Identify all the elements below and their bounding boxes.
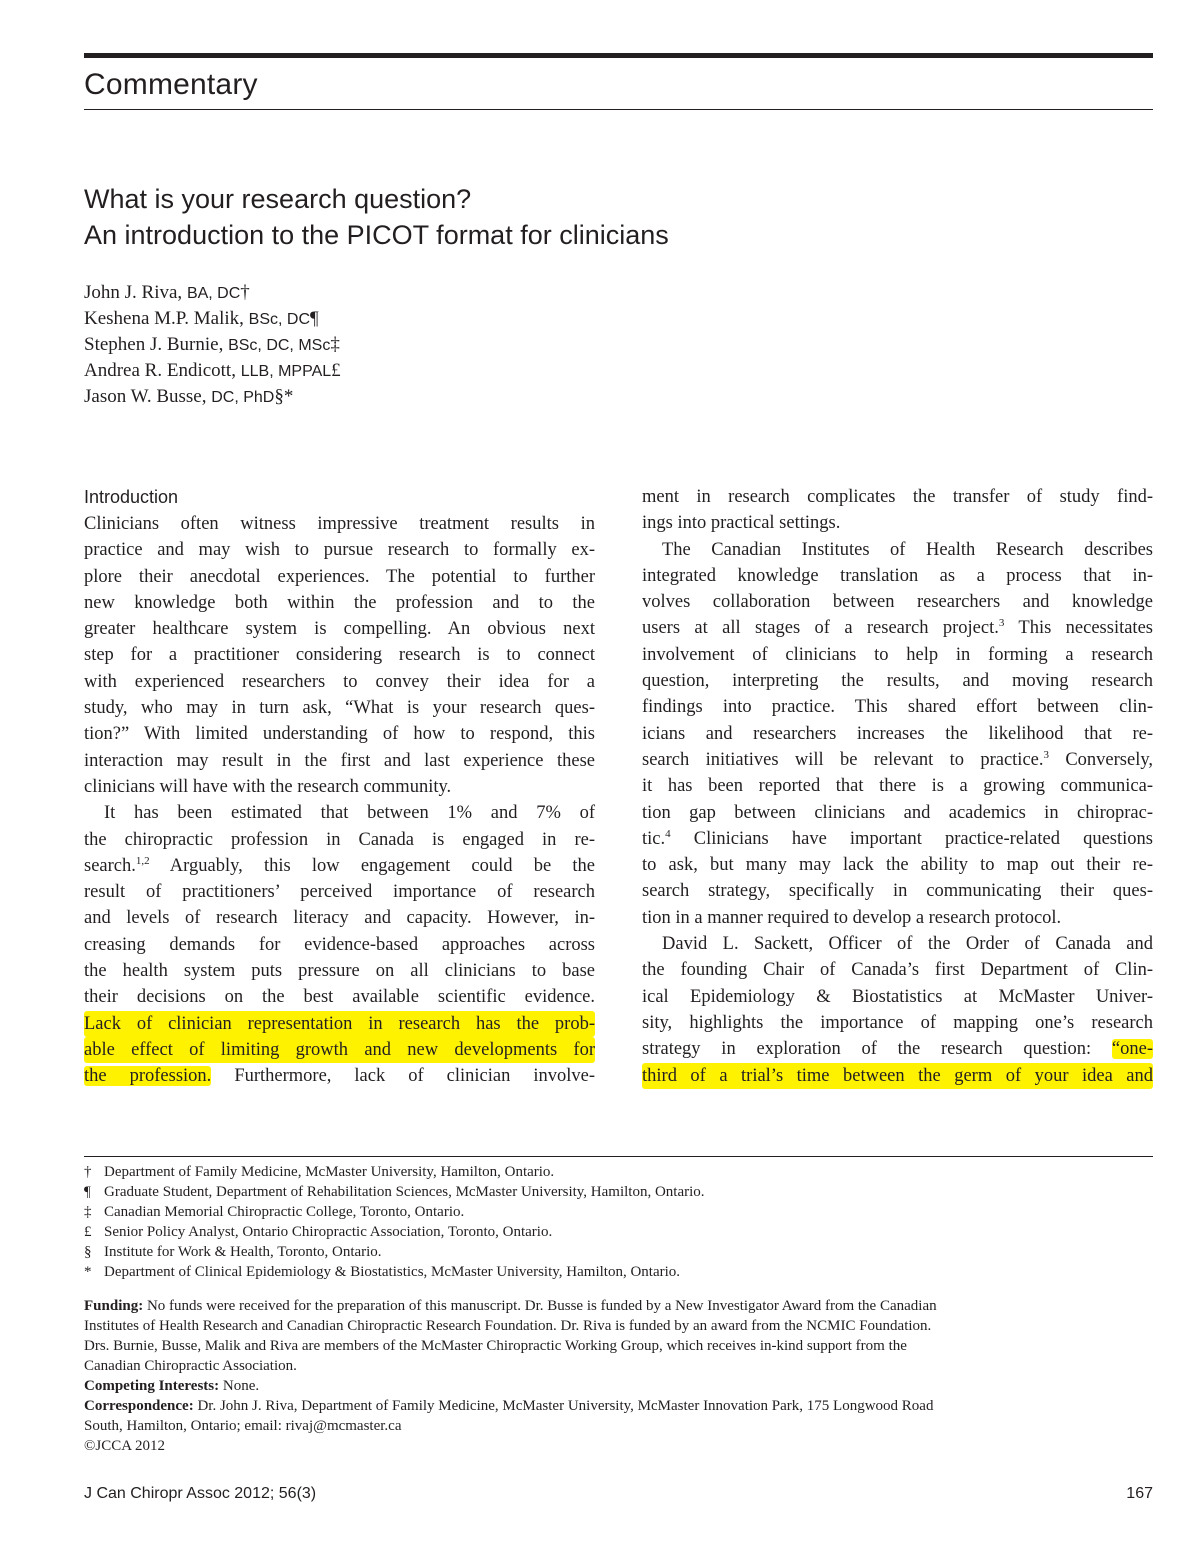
correspondence-line: South, Hamilton, Ontario; email: rivaj@mcmaster.ca xyxy=(84,1418,402,1434)
copyright: ©JCCA 2012 xyxy=(84,1438,165,1454)
footnote-rule xyxy=(84,1156,1153,1157)
funding-note-line: Institutes of Health Research and Canadian Chiropractic Research Foundation. Dr. Riva is funded by an award from the NCMIC Foundation. xyxy=(84,1318,932,1334)
author: Andrea R. Endicott, LLB, MPPAL£ xyxy=(84,360,341,381)
section-label: Commentary xyxy=(84,68,258,101)
affiliations xyxy=(84,1162,1153,1282)
introduction-heading: Introduction xyxy=(84,487,179,507)
title-line-2: An introduction to the PICOT format for clinicians xyxy=(84,220,669,250)
paragraph: It has been estimated that between 1% and 7% of the chiropractic profession in Canada is engaged in re- search.$^{1,2}$ Arguably, this low engagement could be the result of practitioners’ perceived importance of research and levels of research literacy and capacity. However, in- creasing demands for evidence-based approaches across the health system puts pressure on all clinicians to base their decisions on the best available scientific evidence. Lack of clinician representation in research has the prob- able effect of limiting growth and new developments for the profession. Furthermore, lack of clinician involve- xyxy=(84,803,595,1087)
author: Jason W. Busse, DC, PhD§* xyxy=(84,386,294,407)
funding-note: Funding: No funds were received for the preparation of this manuscript. Dr. Busse is funded by a New Investigator Award from the Canadian xyxy=(84,1298,937,1314)
funding-note-line: Canadian Chiropractic Association. xyxy=(84,1358,297,1374)
highlighted-text: third of a trial’s time between the germ of your idea and xyxy=(642,1063,1153,1089)
highlighted-text: able effect of limiting growth and new developments for xyxy=(84,1037,595,1063)
paragraph: The Canadian Institutes of Health Research describes integrated knowledge translation as a process that in- volves collaboration between researchers and knowledge users at all stages of a research project.$^3$ This necessitates involvement of clinicians to help in forming a research question, interpreting the results, and moving research findings into practice. This shared effort between clin- icians and researchers increases the likelihood that re- search initiatives will be relevant to practice.$^3$ Conversely, it has been reported that there is a growing communica- tion gap between clinicians and academics in chiroprac- tic.$^4$ Clinicians have important practice-related questions to ask, but many may lack the ability to map out their re- search strategy, specifically in communicating their ques- tion in a manner required to develop a research protocol. xyxy=(642,539,1154,928)
article-notes xyxy=(84,1296,1153,1456)
highlighted-text: “one- xyxy=(1111,1039,1153,1060)
title-line-1: What is your research question? xyxy=(84,184,472,214)
article-title xyxy=(84,181,1153,253)
affiliation: ‡ Canadian Memorial Chiropractic College, Toronto, Ontario. xyxy=(84,1204,465,1220)
funding-note-line: Drs. Burnie, Busse, Malik and Riva are members of the McMaster Chiropractic Working Group, which receives in-kind support from the xyxy=(84,1338,907,1354)
paragraph: Clinicians often witness impressive treatment results in practice and may wish to pursue research to formally ex- plore their anecdotal experiences. The potential to further new knowledge both within the profession and to the greater healthcare system is compelling. An obvious next step for a practitioner considering research is to connect with experienced researchers to convey their idea for a study, who may in turn ask, “What is your research ques- tion?” With limited understanding of how to respond, this interaction may result in the first and last experience these clinicians will have with the research community. xyxy=(84,514,595,797)
page-number: 167 xyxy=(1126,1485,1153,1502)
author: Keshena M.P. Malik, BSc, DC¶ xyxy=(84,308,319,329)
affiliation: £ Senior Policy Analyst, Ontario Chiropractic Association, Toronto, Ontario. xyxy=(84,1224,553,1240)
affiliation: ¶ Graduate Student, Department of Rehabilitation Sciences, McMaster University, Hamilton, Ontario. xyxy=(84,1184,705,1200)
author: John J. Riva, BA, DC† xyxy=(84,282,250,303)
body-column-left xyxy=(84,484,595,1090)
author-list xyxy=(84,280,341,410)
paragraph: David L. Sackett, Officer of the Order of Canada and the founding Chair of Canada’s first Department of Clin- ical Epidemiology & Biostatistics at McMaster Univer- sity, highlights the importance of mapping one’s research strategy in exploration of the research question: “one- third of a trial’s time between the germ of your idea and xyxy=(642,931,1153,1089)
journal-citation: J Can Chiropr Assoc 2012; 56(3) xyxy=(84,1485,317,1502)
affiliation: † Department of Family Medicine, McMaster University, Hamilton, Ontario. xyxy=(84,1164,555,1180)
highlighted-text: Lack of clinician representation in research has the prob- xyxy=(84,1011,595,1037)
competing-interests: Competing Interests: None. xyxy=(84,1378,260,1394)
section-rule xyxy=(84,109,1153,110)
paragraph: ment in research complicates the transfer of study find- ings into practical settings. xyxy=(642,487,1153,534)
highlighted-text: the profession. xyxy=(84,1066,212,1087)
body-column-right xyxy=(642,484,1153,1089)
author: Stephen J. Burnie, BSc, DC, MSc‡ xyxy=(84,334,340,355)
correspondence: Correspondence: Dr. John J. Riva, Department of Family Medicine, McMaster University, McMaster Innovation Park, 175 Longwood Road xyxy=(84,1398,934,1414)
affiliation: * Department of Clinical Epidemiology & Biostatistics, McMaster University, Hamilton, Ontario. xyxy=(84,1264,681,1280)
top-rule xyxy=(84,53,1153,58)
affiliation: § Institute for Work & Health, Toronto, Ontario. xyxy=(84,1244,382,1260)
